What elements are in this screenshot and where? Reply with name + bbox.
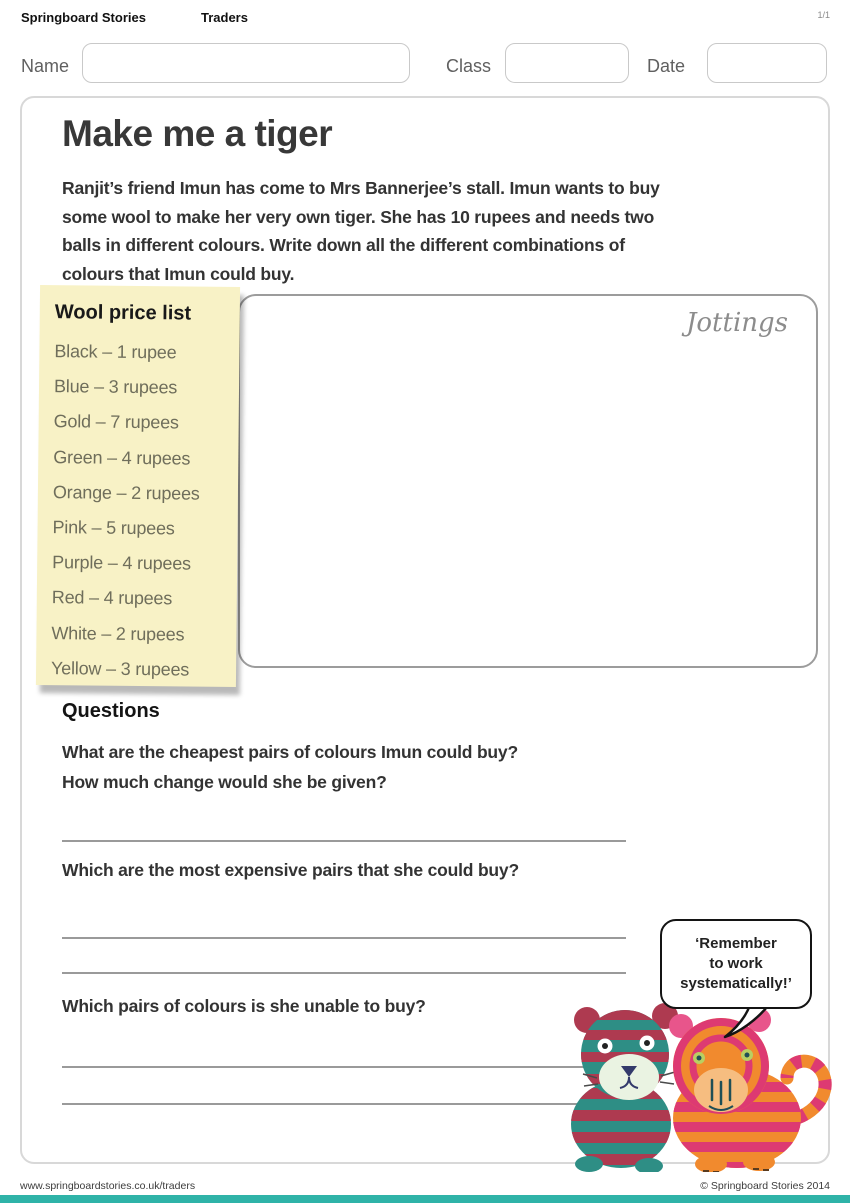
intro-line: some wool to make her very own tiger. She has 10 rupees and needs two [62,206,655,227]
speech-bubble-line: to work [709,955,763,972]
class-field[interactable] [505,43,629,83]
footer-url: www.springboardstories.co.uk/traders [20,1180,196,1192]
questions-heading: Questions [62,700,160,722]
speech-bubble-tail [722,1004,772,1040]
price-list-item: Pink – 5 rupees [52,517,175,539]
price-list-item: Yellow – 3 rupees [50,657,190,680]
price-list-item: Black – 1 rupee [54,341,177,363]
price-list-item: Gold – 7 rupees [53,411,179,433]
speech-bubble [660,919,812,1009]
date-field[interactable] [707,43,827,83]
answer-line[interactable] [62,840,626,842]
tigers-illustration [553,996,835,1172]
jottings-label: Jottings [685,308,788,338]
intro-text [62,174,782,288]
price-list-item: White – 2 rupees [51,622,185,645]
price-list-title: Wool price list [54,301,192,325]
jottings-area[interactable] [238,294,818,668]
name-label: Name [21,56,70,76]
answer-line[interactable] [62,1103,626,1105]
name-field[interactable] [82,43,410,83]
price-list-item: Blue – 3 rupees [53,376,178,398]
question-1-line-2: How much change would she be given? [62,772,387,792]
speech-bubble-line: ‘Remember [695,935,777,952]
intro-line: Ranjit’s friend Imun has come to Mrs Bannerjee’s stall. Imun wants to buy [62,178,660,198]
date-label: Date [647,56,686,76]
class-label: Class [446,56,492,76]
price-list-item: Orange – 2 rupees [52,481,200,504]
question-2-line-1: Which are the most expensive pairs that she could buy? [62,860,519,880]
teal-tiger [563,1002,683,1172]
answer-line[interactable] [62,1066,626,1068]
speech-bubble-line: systematically!’ [680,975,792,992]
topic-title: Traders [201,10,248,25]
price-list-item: Purple – 4 rupees [52,552,191,574]
worksheet-title: Make me a tiger [62,113,333,154]
wool-price-list-note [36,285,240,687]
intro-line: balls in different colours. Write down all the different combinations of [62,235,625,255]
price-list-item: Red – 4 rupees [51,587,173,609]
footer-copyright: © Springboard Stories 2014 [700,1180,830,1192]
price-list [51,334,240,688]
brand-title: Springboard Stories [21,10,146,25]
question-1-line-1: What are the cheapest pairs of colours Imun could buy? [62,742,518,762]
answer-line[interactable] [62,972,626,974]
question-3-line-1: Which pairs of colours is she unable to buy? [62,996,426,1016]
answer-line[interactable] [62,937,626,939]
intro-line: colours that Imun could buy. [62,263,295,284]
price-list-item: Green – 4 rupees [53,446,191,469]
footer-accent-bar [0,1195,850,1203]
page-number: 1/1 [817,10,830,20]
